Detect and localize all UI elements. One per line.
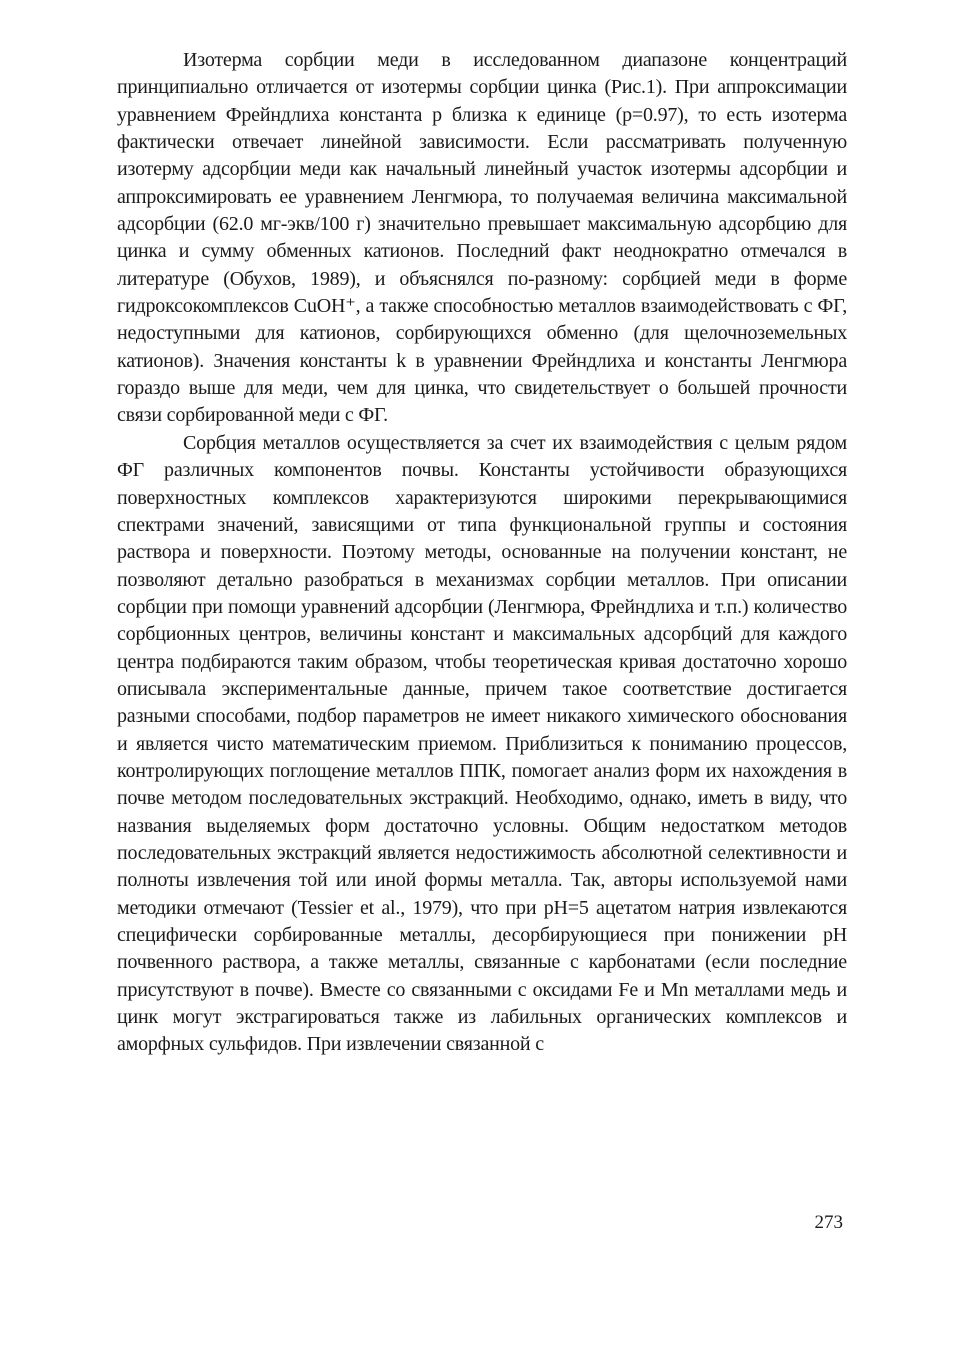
body-text: [117, 47, 847, 1059]
page-number: 273: [814, 1212, 843, 1233]
paragraph-2: Сорбция металлов осуществляется за счет их взаимодействия с целым рядом ФГ различных компонентов почвы. Константы устойчивости образующихся поверхностных комплексов характеризуются широкими перекрывающимися спектрами значений, зависящими от типа функциональной группы и состояния раствора и поверхности. Поэтому методы, основанные на получении констант, не позволяют детально разобраться в механизмах сорбции металлов. При описании сорбции при помощи уравнений адсорбции (Ленгмюра, Фрейндлиха и т.п.) количество сорбционных центров, величины констант и максимальных адсорбций для каждого центра подбираются таким образом, чтобы теоретическая кривая достаточно хорошо описывала экспериментальные данные, причем такое соответствие достигается разными способами, подбор параметров не имеет никакого химического обоснования и является чисто математическим приемом. Приблизиться к пониманию процессов, контролирующих поглощение металлов ППК, помогает анализ форм их нахождения в почве методом последовательных экстракций. Необходимо, однако, иметь в виду, что названия выделяемых форм достаточно условны. Общим недостатком методов последовательных экстракций является недостижимость абсолютной селективности и полноты извлечения той или иной формы металла. Так, авторы используемой нами методики отмечают (Tessier et al., 1979), что при pH=5 ацетатом натрия извлекаются специфически сорбированные металлы, десорбирующиеся при понижении pH почвенного раствора, а также металлы, связанные с карбонатами (если последние присутствуют в почве). Вместе со связанными с оксидами Fe и Mn металлами медь и цинк могут экстрагироваться также из лабильных органических комплексов и аморфных сульфидов. При извлечении связанной с: [117, 431, 847, 1056]
paragraph-1: Изотерма сорбции меди в исследованном диапазоне концентраций принципиально отличается от изотермы сорбции цинка (Рис.1). При аппроксимации уравнением Фрейндлиха константа p близка к единице (p=0.97), то есть изотерма фактически отвечает линейной зависимости. Если рассматривать полученную изотерму адсорбции меди как начальный линейный участок изотермы адсорбции и аппроксимировать ее уравнением Ленгмюра, то получаемая величина максимальной адсорбции (62.0 мг-экв/100 г) значительно превышает максимальную адсорбцию для цинка и сумму обменных катионов. Последний факт неоднократно отмечался в литературе (Обухов, 1989), и объяснялся по-разному: сорбцией меди в форме гидроксокомплексов CuOH⁺, а также способностью металлов взаимодействовать с ФГ, недоступными для катионов, сорбирующихся обменно (для щелочноземельных катионов). Значения константы k в уравнении Фрейндлиха и константы Ленгмюра гораздо выше для меди, чем для цинка, что свидетельствует о большей прочности связи сорбированной меди с ФГ.: [117, 49, 847, 427]
